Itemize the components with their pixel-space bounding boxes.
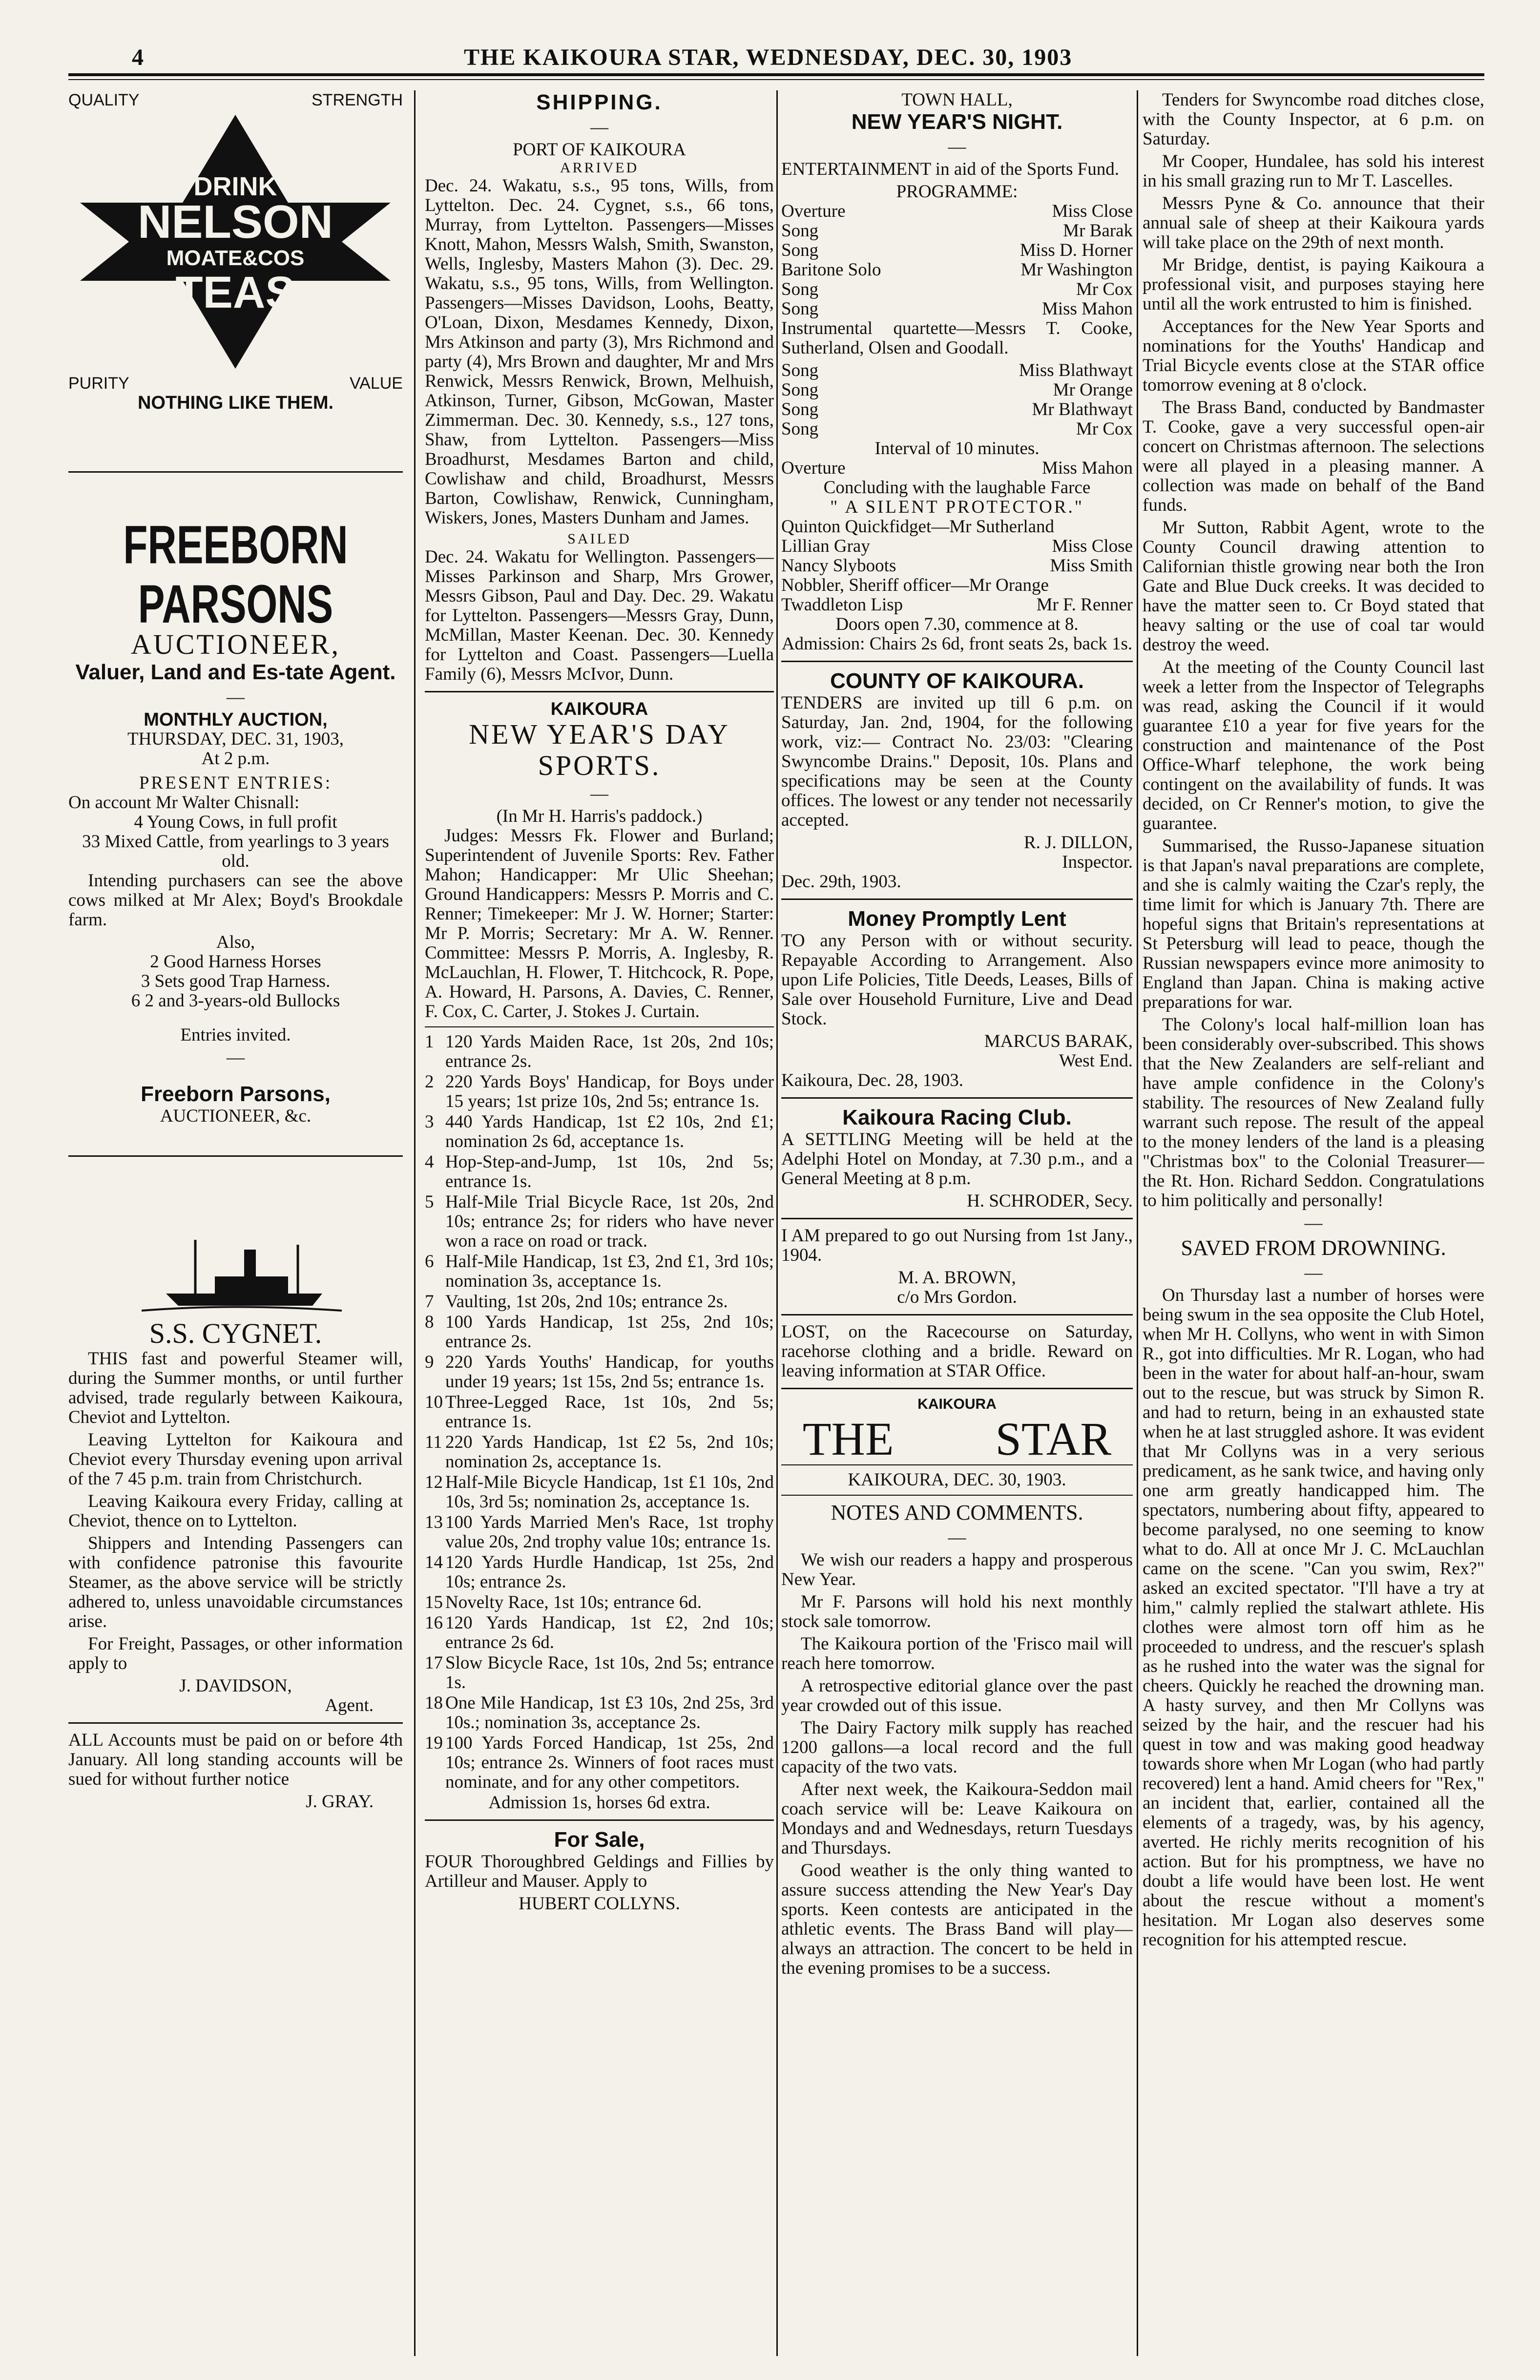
programme-item [781,299,1133,319]
programme-item [781,361,1133,380]
cygnet-paragraph: For Freight, Passages, or other information apply to [68,1634,403,1673]
sports-title: NEW YEAR'S DAY SPORTS. [469,718,730,781]
note-paragraph: Mr F. Parsons will hold his next monthly stock sale tomorrow. [781,1592,1133,1631]
shipping-section: SHIPPING. — PORT OF KAIKOURA ARRIVED Dec. 24. Wakatu, s.s., 95 tons, Wills, from Lyttelton. Dec. 24. Cygnet, s.s., 66 tons, Murray, from Lyttelton. Passengers—Misses Knott, Mahon, Messrs Walsh, Smith, Swanston, Wells, Inglesby, Masters Mahon (3). Dec. 29. Wakatu, s.s., 95 tons, Wills, from Wellington. Passengers—Misses Davidson, Loohs, Beatty, O'Loan, Dixon, Mesdames Kennedy, Dixon, Mrs Atkinson and party (3), Mrs Richmond and party (4), Mrs Brown and daughter, Mr and Mrs Renwick, Messrs Renwick, Brown, Melhuish, Atkinson, Turner, Gibson, McGowan, Master Zimmerman. Dec. 30. Kennedy, s.s., 127 tons, Shaw, from Lyttelton. Passengers—Miss Broadhurst, Mesdames Barton and child, Cowlishaw and child, Broadhurst, Messrs Barton, Cowlishaw, Renwick, Cunningham, Wiskers, Jones, Masters Dunham and James. SAILED Dec. 24. Wakatu for Wellington. Passengers—Misses Parkinson and Sharp, Mrs Grower, Messrs Gibson, Paul and Day. Dec. 29. Wakatu for Lyttelton. Passengers—Messrs Gray, Dunn, McMillan, Master Keenan. Dec. 30. Kennedy for Lyttelton and Coast. Passengers—Luella Family (6), Messrs McIvor, Dunn. [425,90,774,684]
money-lent-advert [781,907,1133,1090]
note-paragraph: The Kaikoura portion of the 'Frisco mail will reach here tomorrow. [781,1634,1133,1673]
star-logo-block: THE STAR KAIKOURA KAIKOURA, DEC. 30, 1903. NOTES AND COMMENTS. — We wish our readers a happy and prosperous New Year. Mr F. Parsons will hold his next monthly stock sale tomorrow. The Kaikoura portion of the 'Frisco mail will reach here tomorrow. A retrospective editorial glance over the past year crowded out of this issue. The Dairy Factory milk supply has reached 1200 gallons—a local record and the full capacity of the two vats. After next week, the Kaikoura-Seddon mail coach service will be: Leave Kaikoura on Mondays and and Wednesdays, return Tuesdays and Thursdays. Good weather is the only thing wanted to assure success attending the New Year's Day sports. Keen contests are anticipated in the athletic events. The Brass Band will play—always an attraction. The concert to be held in the evening promises to be a success. [781,1396,1133,1978]
racing-text: A SETTLING Meeting will be held at the Adelphi Hotel on Monday, at 7.30 p.m., and a General Meeting at 8 p.m. [781,1129,1133,1189]
programme-item [781,537,1133,556]
programme-item-performer: Mr Cox [1076,279,1133,299]
sports-event [425,1072,774,1111]
intending-note: Intending purchasers can see the above cows milked at Mr Alex; Boyd's Brookdale farm. [68,871,403,930]
dateline: KAIKOURA, DEC. 30, 1903. [848,1470,1066,1490]
programme-item-name: Song [781,380,819,400]
programme-item [781,459,1133,478]
masthead-rule [68,73,1484,80]
nelson-text: NELSON [137,196,333,248]
entry-item: 2 Good Harness Horses [150,952,321,972]
event-number: 19 [425,1733,443,1753]
programme-item-performer: Mr Barak [1063,221,1133,241]
county-signature-title: Inspector. [1062,852,1133,872]
sports-event [425,1192,774,1251]
town-hall-advert: TOWN HALL, NEW YEAR'S NIGHT. — ENTERTAINMENT in aid of the Sports Fund. PROGRAMME: Overture Miss Close Song Mr Barak Song Miss D. Horner Baritone Solo Mr Washington Song Mr Cox Song Miss Mahon Instrumental quartette—Messrs T. Cooke, Sutherland, Olsen and Goodall. Song Miss Blathwayt Song Mr Orange Song Mr Blathwayt Song Mr Cox Interval of 10 minutes. Overture Miss Mahon Concluding with the laughable Farce " A SILENT PROTECTOR." Quinton Quickfidget—Mr Sutherland Lillian Gray Miss Close Nancy Slyboots Miss Smith Nobbler, Sheriff officer—Mr Orange Twaddleton Lisp Mr F. Renner Doors open 7.30, commence at 8. Admission: Chairs 2s 6d, front seats 2s, back 1s. [781,90,1133,654]
event-text: 220 Yards Youths' Handicap, for youths under 19 years; 1st 15s, 2nd 5s; entrance 1s. [445,1352,774,1392]
event-text: 120 Yards Hurdle Handicap, 1st 25s, 2nd 10s; entrance 2s. [445,1552,774,1592]
sports-event [425,1513,774,1552]
star-logo [68,110,403,374]
programme-item [781,241,1133,260]
programme-item [781,202,1133,221]
news-paragraph: The Colony's local half-million loan has been considerably over-subscribed. This shows that the New Zealanders are self-reliant and have ample confidence in the Colony's stability. The resources of New Zealand fully warrant such repose. The result of the appeal to the money lenders of the land is a pleasing "Christmas box" to the Colonial Treasurer—the Rt. Hon. Richard Seddon. Congratulations to him politically and personally! [1143,1015,1484,1211]
event-number: 6 [425,1252,434,1272]
sports-event [425,1112,774,1151]
programme-item-name: Song [781,240,819,260]
sports-event [425,1693,774,1733]
shipping-title: SHIPPING. [536,90,663,114]
steamer-ship-icon [68,1220,403,1318]
entry-item: 6 2 and 3-years-old Bullocks [131,991,340,1011]
column-divider [776,90,778,2356]
event-number: 18 [425,1693,443,1713]
quartette-line: Instrumental quartette—Messrs T. Cooke, Sutherland, Olsen and Goodall. [781,318,1133,358]
monthly-auction: MONTHLY AUCTION, [144,710,328,730]
column-1 [68,90,403,2356]
programme-item [781,556,1133,576]
event-number: 12 [425,1472,443,1492]
programme-item-performer: Miss Mahon [1041,458,1133,478]
money-date: Kaikoura, Dec. 28, 1903. [781,1070,963,1090]
accounts-notice [68,1731,403,1812]
sports-event [425,1032,774,1071]
lost-text: LOST, on the Racecourse on Saturday, racehorse clothing and a bridle. Reward on leaving information at STAR Office. [781,1322,1133,1381]
note-paragraph: After next week, the Kaikoura-Seddon mail coach service will be: Leave Kaikoura on Mondays and and Wednesdays, return Tuesdays and Thursdays. [781,1779,1133,1858]
sports-event [425,1353,774,1392]
sports-event [425,1553,774,1592]
programme-item-performer: Mr Washington [1020,260,1133,280]
cygnet-paragraph: Leaving Kaikoura every Friday, calling at Cheviot, thence on to Lyttelton. [68,1491,403,1531]
programme-item [781,280,1133,299]
logo-the: THE [802,1413,894,1465]
programme-item [781,517,1133,537]
accounts-signature: J. GRAY. [306,1792,374,1812]
money-place: West End. [1059,1051,1133,1071]
event-text: Vaulting, 1st 20s, 2nd 10s; entrance 2s. [445,1292,728,1312]
new-years-night: NEW YEAR'S NIGHT. [851,110,1063,134]
port-heading: PORT OF KAIKOURA [513,140,686,160]
kaikoura-star-logo [781,1396,1133,1465]
auctioneer-heading: AUCTIONEER, [130,628,340,660]
sports-event [425,1433,774,1472]
sports-event [425,1473,774,1512]
event-number: 7 [425,1292,434,1312]
programme-item-name: Song [781,221,819,241]
sailed-heading: SAILED [567,531,631,547]
masthead [68,34,1484,68]
event-number: 1 [425,1032,434,1052]
programme-item [781,380,1133,400]
event-number: 8 [425,1312,434,1332]
entries-invited: Entries invited. [180,1025,291,1045]
entertainment-intro: ENTERTAINMENT in aid of the Sports Fund. [781,159,1119,179]
event-number: 9 [425,1352,434,1372]
accounts-text: ALL Accounts must be paid on or before 4th January. All long standing accounts will be sued for without further notice [68,1730,403,1789]
programme-item-name: Song [781,299,819,319]
column-divider [1137,90,1138,2356]
programme-item [781,400,1133,419]
event-number: 3 [425,1112,434,1132]
quality-label: QUALITY [68,91,140,109]
event-number: 4 [425,1152,434,1172]
news-paragraph: Tenders for Swyncombe road ditches close, with the County Inspector, at 6 p.m. on Saturday. [1143,90,1484,149]
newspaper-title: THE KAIKOURA STAR, WEDNESDAY, DEC. 30, 1903 [464,44,1073,70]
event-text: 120 Yards Maiden Race, 1st 20s, 2nd 10s; entrance 2s. [445,1032,774,1071]
programme-list [781,202,1133,319]
programme-item-performer: Miss Blathwayt [1019,360,1133,380]
nursing-signature: M. A. BROWN, [898,1268,1016,1288]
note-paragraph: We wish our readers a happy and prosperous New Year. [781,1550,1133,1589]
freeborn-signature: Freeborn Parsons, [141,1082,331,1106]
news-paragraph: Mr Bridge, dentist, is paying Kaikoura a professional visit, and purposes staying here until all the work entrusted to him is finished. [1143,255,1484,314]
news-paragraph: Messrs Pyne & Co. announce that their annual sale of sheep at their Kaikoura yards will take place on the 29th of next month. [1143,193,1484,252]
event-text: 100 Yards Forced Handicap, 1st 25s, 2nd 10s; entrance 2s. Winners of foot races must nominate, and for any other competitors. [445,1733,774,1792]
event-text: Half-Mile Trial Bicycle Race, 1st 20s, 2nd 10s; entrance 2s; for riders who have never won a race on road or track. [445,1192,774,1251]
cygnet-paragraph: Leaving Lyttelton for Kaikoura and Cheviot every Thursday evening upon arrival of the 7 45 p.m. train from Christchurch. [68,1430,403,1489]
sports-admission: Admission 1s, horses 6d extra. [488,1793,710,1813]
for-sale-title: For Sale, [554,1828,645,1852]
programme-item-name: Quinton Quickfidget—Mr Sutherland [781,517,1055,537]
racing-club-advert [781,1106,1133,1211]
sports-event [425,1313,774,1352]
county-date: Dec. 29th, 1903. [781,872,901,892]
event-text: Half-Mile Bicycle Handicap, 1st £1 10s, 2nd 10s, 3rd 5s; nomination 2s, acceptance 1s. [445,1472,774,1512]
news-paragraph: Mr Sutton, Rabbit Agent, wrote to the County Council drawing attention to Californian thistle growing near both the Iron Gate and Blue Duck creeks. It was decided to have the matter seen to. Cr Boyd stated that heavy salting or the use of coal tar would destroy the weed. [1143,518,1484,655]
event-text: Novelty Race, 1st 10s; entrance 6d. [445,1592,702,1612]
programme-item-performer: Miss Smith [1050,556,1133,576]
note-paragraph: The Dairy Factory milk supply has reached 1200 gallons—a local record and the full capacity of the two vats. [781,1718,1133,1777]
strength-label: STRENGTH [312,91,403,109]
teas-text: TEAS [175,268,295,317]
money-signature: MARCUS BARAK, [984,1031,1133,1051]
agent-title: Agent. [325,1695,374,1715]
programme-item-name: Overture [781,458,846,478]
news-paragraph: At the meeting of the County Council last week a letter from the Inspector of Telegraphs was read, asking the Council if it would guarantee £10 a year for five years for the construction and maintenance of the Post Office-Wharf telephone, the work being contingent on the availability of funds. It was decided, on Cr Renner's motion, to give the guarantee. [1143,657,1484,834]
programme-item-performer: Mr F. Renner [1036,595,1133,615]
event-number: 2 [425,1072,434,1092]
programme-item [781,595,1133,615]
drink-text: DRINK [193,172,277,201]
programme-item-name: Lillian Gray [781,536,870,556]
column-4: Tenders for Swyncombe road ditches close, with the County Inspector, at 6 p.m. on Saturday. Mr Cooper, Hundalee, has sold his interest in his small grazing run to Mr T. Lascelles. Messrs Pyne & Co. announce that their annual sale of sheep at their Kaikoura yards will take place on the 29th of next month. Mr Bridge, dentist, is paying Kaikoura a professional visit, and purposes staying here until all the work entrusted to him is finished. Acceptances for the New Year Sports and nominations for the Youths' Handicap and Trial Bicycle events close at the STAR office tomorrow evening at 8 o'clock. The Brass Band, conducted by Bandmaster T. Cooke, gave a very successful open-air concert on Christmas afternoon. The selections were all played in a pleasing manner. A collection was made on behalf of the Band funds. Mr Sutton, Rabbit Agent, wrote to the County Council drawing attention to Californian thistle growing near both the Iron Gate and Blue Duck creeks. It was decided to have the matter seen to. Cr Boyd stated that heavy salting or the use of coal tar would destroy the weed. At the meeting of the County Council last week a letter from the Inspector of Telegraphs was read, asking the Council if it would guarantee £10 a year for five years for the construction and maintenance of the Post Office-Wharf telephone, the work being contingent on the availability of funds. It was decided, on Cr Renner's motion, to give the guarantee. Summarised, the Russo-Japanese situation is that Japan's naval preparations are complete, and she is calmly waiting the Czar's reply, the time limit for which is January 7th. There are hopeful signs that Britain's representations at St Petersburg will lead to peace, though the Russian newspapers evince more animosity to England than Japan. China is making active preparations for war. The Colony's local half-million loan has been considerably over-subscribed. This shows that the New Zealanders are self-reliant and have ample confidence in the Colony's stability. The resources of New Zealand fully warrant such repose. The result of the appeal to the money lenders of the land is a pleasing "Christmas box" to the Colonial Treasurer—the Rt. Hon. Richard Seddon. Congratulations to him politically and personally! — SAVED FROM DROWNING. — On Thursday last a number of horses were being swum in the sea opposite the Club Hotel, when Mr H. Collyns, who went in with Simon R., got into difficulties. Mr R. Logan, who had been in the water for about half-an-hour, swam out to the rescue, but was struck by Simon R. and had to return, being in an exhausted state when he at last struggled ashore. It was evident that Mr Collyns was in a very serious predicament, as he sank twice, and having only one arm greatly handicapped him. The spectators, numbering about fifty, appeared to become paralysed, no one seeming to know what to do. All at once Mr J. C. McLauchlan came on the scene. "Can you swim, Rex?" asked an excited spectator. "I'll have a try at him," calmly replied the stalwart athlete. His clothes were almost torn off him as he proceeded to undress, and the rescuer's splash as he rushed into the water was the signal for cheers. Quickly he reached the drowning man. A hasty survey, and then Mr Collyns was seized by the hair, and the rescuer had his quest in tow and was making good headway towards shore when Mr Logan (who had partly recovered) lent a hand. Amid cheers for "Rex," an incident that, earlier, contained all the elements of a tragedy, was, by his agency, averted. He richly merits recognition of his action. But for his promptness, we have no doubt a life would have been lost. He went about the rescue without a moment's hesitation. Mr Logan also deserves some recognition for his attempted rescue. [1143,90,1484,1950]
event-text: 220 Yards Handicap, 1st £2 5s, 2nd 10s; nomination 2s, acceptance 1s. [445,1432,774,1472]
nelson-teas-advert [68,90,403,413]
logo-star: STAR [995,1413,1112,1465]
programme-item-performer: Miss D. Horner [1020,240,1133,260]
programme-item-name: Song [781,360,819,380]
programme-item-name: Overture [781,201,846,221]
column-divider [414,90,416,2356]
news-paragraph: Mr Cooper, Hundalee, has sold his interest in his small grazing run to Mr T. Lascelles. [1143,151,1484,191]
event-number: 16 [425,1613,443,1633]
saved-text: On Thursday last a number of horses were being swum in the sea opposite the Club Hotel, when Mr H. Collyns, who went in with Simon R., got into difficulties. Mr R. Logan, who had been in the water for about half-an-hour, swam out to the rescue, but was struck by Simon R. and had to return, being in an exhausted state when he at last struggled ashore. It was evident that Mr Collyns was in a very serious predicament, as he sank twice, and having only one arm greatly handicapped him. The spectators, numbering about fifty, appeared to become paralysed, no one seeming to know what to do. All at once Mr J. C. McLauchlan came on the scene. "Can you swim, Rex?" asked an excited spectator. "I'll have a try at him," calmly replied the stalwart athlete. His clothes were almost torn off him as he proceeded to undress, and the rescuer's splash as he rushed into the water was the signal for cheers. Quickly he reached the drowning man. A hasty survey, and then Mr Collyns was seized by the hair, and the rescuer had his quest in tow and was making good headway towards shore when Mr Logan (who had partly recovered) lent a hand. Amid cheers for "Rex," an incident that, earlier, contained all the elements of a tragedy, was, by his agency, averted. He richly merits recognition of his action. But for his promptness, we have no doubt a life would have been lost. He went about the rescue without a moment's hesitation. Mr Logan also deserves some recognition for his attempted rescue. [1143,1285,1484,1950]
programme-item-name: Baritone Solo [781,260,881,280]
lost-advert [781,1322,1133,1381]
event-text: 120 Yards Handicap, 1st £2, 2nd 10s; entrance 2s 6d. [445,1613,774,1652]
logo-kaikoura: KAIKOURA [917,1396,997,1412]
town-hall-title: TOWN HALL, [901,90,1013,110]
freeborn-heading: FREEBORN PARSONS [123,515,348,635]
sports-event [425,1613,774,1652]
sports-event [425,1653,774,1692]
programme-item-name: Song [781,279,819,299]
programme-heading: PROGRAMME: [896,182,1018,202]
sports-event [425,1733,774,1792]
notes-list [781,1550,1133,1978]
event-number: 5 [425,1192,434,1212]
saved-title: SAVED FROM DROWNING. [1181,1236,1446,1260]
event-text: One Mile Handicap, 1st £3 10s, 2nd 25s, 3rd 10s.; nomination 3s, acceptance 2s. [445,1693,774,1733]
county-title: COUNTY OF KAIKOURA. [830,669,1084,693]
event-text: 440 Yards Handicap, 1st £2 10s, 2nd £1; nomination 2s 6d, acceptance 1s. [445,1112,774,1151]
cygnet-title: S.S. CYGNET. [149,1317,322,1349]
arrived-text: Dec. 24. Wakatu, s.s., 95 tons, Wills, from Lyttelton. Dec. 24. Cygnet, s.s., 66 tons, Murray, from Lyttelton. Passengers—Misses Knott, Mahon, Messrs Walsh, Smith, Swanston, Wells, Inglesby, Masters Mahon (3). Dec. 29. Wakatu, s.s., 95 tons, Wills, from Wellington. Passengers—Misses Davidson, Loohs, Beatty, O'Loan, Dixon, Mesdames Kennedy, Dixon, Mrs Atkinson and party (3), Mrs Richmond and party (4), Mrs Brown and daughter, Mr and Mrs Renwick, Messrs Renwick, Brown, Melhuish, Atkinson, Turner, Gibson, McGowan, Master Zimmerman. Dec. 30. Kennedy, s.s., 127 tons, Shaw, from Lyttelton. Passengers—Miss Broadhurst, Mesdames Barton and child, Cowlishaw and child, Broadhurst, Messrs Barton, Cowlishaw, Renwick, Cunningham, Wiskers, Jones, Masters Dunham and James. [425,176,774,528]
nothing-like-them: NOTHING LIKE THEM. [137,393,334,413]
event-text: 100 Yards Married Men's Race, 1st trophy value 20s, 2nd trophy value 10s; entrance 1s. [445,1512,774,1552]
event-text: 100 Yards Handicap, 1st 25s, 2nd 10s; entrance 2s. [445,1312,774,1352]
event-number: 10 [425,1392,443,1412]
local-news [1143,90,1484,1211]
sports-event [425,1292,774,1312]
programme-item-performer: Mr Cox [1076,419,1133,439]
sports-event [425,1152,774,1191]
sports-event [425,1593,774,1612]
also-label: Also, [216,932,255,952]
freeborn-parsons-advert: FREEBORN PARSONS AUCTIONEER, Valuer, Land and Es-tate Agent. — MONTHLY AUCTION, THURSDAY, DEC. 31, 1903, At 2 p.m. PRESENT ENTRIES: On account Mr Walter Chisnall: 4 Young Cows, in full profit 33 Mixed Cattle, from yearlings to 3 years old. Intending purchasers can see the above cows milked at Mr Alex; Boyd's Brookdale farm. Also, 2 Good Harness Horses 3 Sets good Trap Harness. 6 2 and 3-years-old Bullocks Entries invited. — Freeborn Parsons, AUCTIONEER, &c. [68,515,403,1126]
news-paragraph: The Brass Band, conducted by Bandmaster T. Cooke, gave a very successful open-air concert on Christmas afternoon. The selections were all played in a pleasing manner. A collection was made on behalf of the Band funds. [1143,397,1484,515]
programme-item-performer: Miss Close [1052,536,1133,556]
farce-title: " A SILENT PROTECTOR." [830,497,1084,517]
event-number: 13 [425,1512,443,1532]
auction-time: At 2 p.m. [201,749,270,769]
event-text: Half-Mile Handicap, 1st £3, 2nd £1, 3rd 10s; nomination 3s, acceptance 1s. [445,1252,774,1291]
event-number: 17 [425,1653,443,1673]
sports-events [425,1032,774,1792]
entry-item: 4 Young Cows, in full profit [134,812,337,832]
county-signature: R. J. DILLON, [1023,833,1133,853]
sports-kaikoura: KAIKOURA [550,699,648,719]
sailed-text: Dec. 24. Wakatu for Wellington. Passengers—Misses Parkinson and Sharp, Mrs Grower, Messrs Gibson, Paul and Day. Dec. 29. Wakatu for Lyttelton. Passengers—Messrs Gray, Dunn, McMillan, Master Keenan. Dec. 30. Kennedy for Lyttelton and Coast. Passengers—Luella Family (6), Messrs McIvor, Dunn. [425,547,774,684]
arrived-heading: ARRIVED [560,160,639,176]
sports-event [425,1393,774,1432]
programme-item-performer: Mr Orange [1053,380,1133,400]
account-line: On account Mr Walter Chisnall: [68,793,300,813]
county-advert [781,669,1133,892]
entry-item: 33 Mixed Cattle, from yearlings to 3 years old. [82,832,389,871]
present-entries: PRESENT ENTRIES: [139,773,333,793]
value-label: VALUE [350,374,403,393]
news-paragraph: Summarised, the Russo-Japanese situation is that Japan's naval preparations are complete, and she is calmly waiting the Czar's reply, the time limit for which is January 7th. There are hopeful signs that Britain's representations at St Petersburg will lead to peace, though the Russian newspapers evince more animosity to England than Japan. China is making active preparations for war. [1143,836,1484,1012]
news-paragraph: Acceptances for the New Year Sports and nominations for the Youths' Handicap and Trial Bicycle events close at the STAR office tomorrow evening at 8 o'clock. [1143,316,1484,395]
programme-item-name: Nancy Slyboots [781,556,896,576]
sports-officials: Judges: Messrs Fk. Flower and Burland; Superintendent of Juvenile Sports: Rev. Father Mahon; Handicapper: Mr Ulic Sheehan; Ground Handicappers: Messrs P. Morris and C. Renner; Timekeeper: Mr J. W. Horner; Starter: Mr P. Morris; Secretary: Mr A. W. Renner. Committee: Messrs P. Morris, A. Inglesby, R. McLauchlan, H. Flower, T. Hitchcock, R. Pope, A. Howard, H. Parsons, A. Davies, C. Renner, F. Cox, C. Carter, J. Stokes J. Curtain. [425,826,774,1022]
event-number: 15 [425,1592,443,1612]
programme-item-performer: Mr Blathwayt [1032,399,1133,419]
valuer-heading: Valuer, Land and Es-tate Agent. [75,660,396,684]
sports-event [425,1252,774,1291]
sports-advert: KAIKOURA NEW YEAR'S DAY SPORTS. — (In Mr H. Harris's paddock.) Judges: Messrs Fk. Flower and Burland; Superintendent of Juvenile Sports: Rev. Father Mahon; Handicapper: Mr Ulic Sheehan; Ground Handicappers: Messrs P. Morris and C. Renner; Timekeeper: Mr J. W. Horner; Starter: Mr P. Morris; Secretary: Mr A. W. Renner. Committee: Messrs P. Morris, A. Inglesby, R. McLauchlan, H. Flower, T. Hitchcock, R. Pope, A. Howard, H. Parsons, A. Davies, C. Renner, F. Cox, C. Carter, J. Stokes J. Curtain. 1 120 Yards Maiden Race, 1st 20s, 2nd 10s; entrance 2s. 2 220 Yards Boys' Handicap, for Boys under 15 years; 1st prize 10s, 2nd 5s; entrance 1s. 3 440 Yards Handicap, 1st £2 10s, 2nd £1; nomination 2s 6d, acceptance 1s. 4 Hop-Step-and-Jump, 1st 10s, 2nd 5s; entrance 1s. 5 Half-Mile Trial Bicycle Race, 1st 20s, 2nd 10s; entrance 2s; for riders who have never won a race on road or track. 6 Half-Mile Handicap, 1st £3, 2nd £1, 3rd 10s; nomination 3s, acceptance 1s. 7 Vaulting, 1st 20s, 2nd 10s; entrance 2s. 8 100 Yards Handicap, 1st 25s, 2nd 10s; entrance 2s. 9 220 Yards Youths' Handicap, for youths under 19 years; 1st 15s, 2nd 5s; entrance 1s. 10 Three-Legged Race, 1st 10s, 2nd 5s; entrance 1s. 11 220 Yards Handicap, 1st £2 5s, 2nd 10s; nomination 2s, acceptance 1s. 12 Half-Mile Bicycle Handicap, 1st £1 10s, 2nd 10s, 3rd 5s; nomination 2s, acceptance 1s. 13 100 Yards Married Men's Race, 1st trophy value 20s, 2nd trophy value 10s; entrance 1s. 14 120 Yards Hurdle Handicap, 1st 25s, 2nd 10s; entrance 2s. 15 Novelty Race, 1st 10s; entrance 6d. 16 120 Yards Handicap, 1st £2, 2nd 10s; entrance 2s 6d. 17 Slow Bicycle Race, 1st 10s, 2nd 5s; entrance 1s. 18 One Mile Handicap, 1st £3 10s, 2nd 25s, 3rd 10s.; nomination 3s, acceptance 2s. 19 100 Yards Forced Handicap, 1st 25s, 2nd 10s; entrance 2s. Winners of foot races must nominate, and for any other competitors. Admission 1s, horses 6d extra. [425,699,774,1813]
programme-item [781,260,1133,280]
notes-title: NOTES AND COMMENTS. [831,1501,1083,1524]
programme-item-performer: Miss Mahon [1041,299,1133,319]
event-text: 220 Yards Boys' Handicap, for Boys under 15 years; 1st prize 10s, 2nd 5s; entrance 1s. [445,1072,774,1111]
interval-line: Interval of 10 minutes. [874,438,1040,459]
programme-item [781,221,1133,241]
programme-item-name: Nobbler, Sheriff officer—Mr Orange [781,575,1049,595]
column-2 [425,90,774,2356]
money-title: Money Promptly Lent [848,907,1066,931]
nursing-text: I AM prepared to go out Nursing from 1st Jany., 1904. [781,1226,1133,1265]
programme-list [781,361,1133,439]
freeborn-title: AUCTIONEER, &c. [160,1106,312,1126]
cast-list [781,517,1133,615]
auction-date: THURSDAY, DEC. 31, 1903, [127,729,344,749]
event-number: 14 [425,1552,443,1572]
programme-item [781,419,1133,439]
racing-title: Kaikoura Racing Club. [842,1106,1072,1129]
cygnet-advert [68,1220,403,1715]
programme-item-performer: Miss Close [1052,201,1133,221]
event-text: Slow Bicycle Race, 1st 10s, 2nd 5s; entrance 1s. [445,1653,774,1692]
admission-line: Admission: Chairs 2s 6d, front seats 2s, back 1s. [781,634,1133,654]
purity-label: PURITY [68,374,129,393]
county-text: TENDERS are invited up till 6 p.m. on Saturday, Jan. 2nd, 1904, for the following work, viz:— Contract No. 23/03: "Clearing Swyncombe Drains." Deposit, 10s. Plans and specifications may be seen at the County offices. The lowest or any tender not necessarily accepted. [781,693,1133,830]
racing-signature: H. SCHRODER, Secy. [967,1191,1133,1211]
programme-item-name: Song [781,419,819,439]
event-number: 11 [425,1432,442,1452]
moate-text: MOATE&COS [166,246,305,270]
cygnet-paragraph: Shippers and Intending Passengers can with confidence patronise this favourite Steamer, as the above service will be strictly adhered to, unless unavoidable circumstances arise. [68,1533,403,1631]
for-sale-advert [425,1828,774,1914]
money-text: TO any Person with or without security. Repayable According to Arrangement. Also upon Life Policies, Title Deeds, Leases, Bills of Sale over Household Furniture, Live and Dead Stock. [781,931,1133,1029]
programme-item [781,576,1133,595]
programme-item-name: Twaddleton Lisp [781,595,903,615]
nursing-address: c/o Mrs Gordon. [897,1287,1017,1307]
for-sale-text: FOUR Thoroughbred Geldings and Fillies by Artilleur and Mauser. Apply to [425,1852,774,1891]
programme-item-name: Song [781,399,819,419]
page-number: 4 [132,44,144,70]
sports-location: (In Mr H. Harris's paddock.) [496,806,703,826]
agent-name: J. DAVIDSON, [179,1676,292,1696]
for-sale-signature: HUBERT COLLYNS. [519,1894,680,1914]
event-text: Three-Legged Race, 1st 10s, 2nd 5s; entrance 1s. [445,1392,774,1432]
column-3 [781,90,1133,2356]
doors-line: Doors open 7.30, commence at 8. [835,614,1079,634]
entry-item: 3 Sets good Trap Harness. [141,971,331,991]
nursing-advert [781,1226,1133,1307]
event-text: Hop-Step-and-Jump, 1st 10s, 2nd 5s; entrance 1s. [445,1152,774,1191]
note-paragraph: Good weather is the only thing wanted to assure success attending the New Year's Day sports. Keen contests are anticipated in the athletic events. The Brass Band will play—always an attraction. The concert to be held in the evening promises to be a success. [781,1860,1133,1978]
note-paragraph: A retrospective editorial glance over the past year crowded out of this issue. [781,1676,1133,1715]
cygnet-paragraph: THIS fast and powerful Steamer will, during the Summer months, or until further advised, trade regularly between Kaikoura, Cheviot and Lyttelton. [68,1349,403,1427]
concluding-line: Concluding with the laughable Farce [823,478,1091,498]
